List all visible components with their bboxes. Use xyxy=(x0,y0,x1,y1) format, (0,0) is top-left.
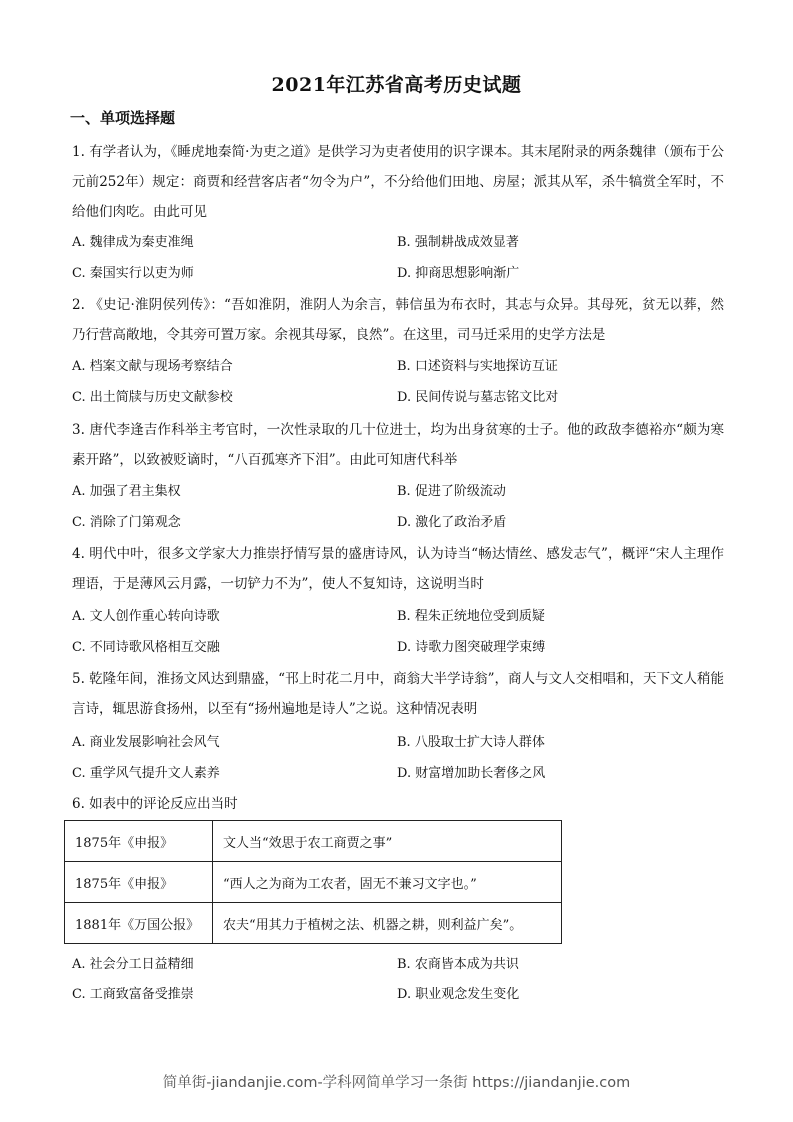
question-6-option-a: A. 社会分工日益精细 xyxy=(72,957,194,972)
question-4-stem: 4. 明代中叶，很多文学家大力推崇抒情写景的盛唐诗风，认为诗当“畅达情丝、感发志气”，概评“宋人主理作理语，于是薄风云月露，一切铲力不为”，使人不复知诗，这说明当时 xyxy=(72,546,724,592)
question-6-stem: 6. 如表中的评论反应出当时 xyxy=(72,796,238,812)
question-1-option-b: B. 强制耕战成效显著 xyxy=(397,235,519,250)
question-2-option-d: D. 民间传说与墓志铭文比对 xyxy=(397,390,559,405)
question-5-option-c: C. 重学风气提升文人素养 xyxy=(72,766,220,781)
question-4-option-a: A. 文人创作重心转向诗歌 xyxy=(72,609,220,624)
question-6-option-d: D. 职业观念发生变化 xyxy=(397,987,520,1002)
table-row xyxy=(65,821,562,862)
question-1-option-c: C. 秦国实行以吏为师 xyxy=(72,266,194,281)
question-5-option-d: D. 财富增加助长奢侈之风 xyxy=(397,766,546,781)
question-2-option-b: B. 口述资料与实地探访互证 xyxy=(397,359,558,374)
question-2-stem: 2. 《史记·淮阴侯列传》：“吾如淮阴，淮阴人为余言，韩信虽为布衣时，其志与众异。其母死，贫无以葬，然乃行营高敞地，令其旁可置万家。余视其母冢，良然”。在这里，司马迁采用的史学方法是 xyxy=(72,297,724,343)
question-2-option-a: A. 档案文献与现场考察结合 xyxy=(72,359,233,374)
question-3-option-b: B. 促进了阶级流动 xyxy=(397,484,506,499)
question-1-option-a: A. 魏律成为秦吏准绳 xyxy=(72,235,194,250)
question-2-option-c: C. 出土简牍与历史文献参校 xyxy=(72,390,233,405)
table-cell-quote: 文人当“效思于农工商贾之事” xyxy=(213,821,562,862)
page-title: 2021年江苏省高考历史试题 xyxy=(271,74,522,96)
table-cell-source: 1875年《申报》 xyxy=(65,821,213,862)
question-1-option-d: D. 抑商思想影响渐广 xyxy=(397,266,520,281)
question-6-option-b: B. 农商皆本成为共识 xyxy=(397,957,519,972)
question-5-option-a: A. 商业发展影响社会风气 xyxy=(72,735,220,750)
question-6-table xyxy=(64,820,562,944)
question-4-option-c: C. 不同诗歌风格相互交融 xyxy=(72,640,220,655)
table-cell-source: 1881年《万国公报》 xyxy=(65,903,213,944)
table-cell-quote: 农夫“用其力于植树之法、机器之耕，则利益广矣”。 xyxy=(213,903,562,944)
question-5-option-b: B. 八股取士扩大诗人群体 xyxy=(397,735,545,750)
question-3-option-c: C. 消除了门第观念 xyxy=(72,515,181,530)
question-3-stem: 3. 唐代李逢吉作科举主考官时，一次性录取的几十位进士，均为出身贫寒的士子。他的政敌李德裕亦“颇为寒素开路”，以致被贬谪时，“八百孤寒齐下泪”。由此可知唐代科举 xyxy=(72,422,724,468)
question-6-option-c: C. 工商致富备受推崇 xyxy=(72,987,194,1002)
question-3-option-d: D. 激化了政治矛盾 xyxy=(397,515,507,530)
footer-watermark: 简单街-jiandanjie.com-学科网简单学习一条街 https://jiandanjie.com xyxy=(162,1075,631,1091)
question-4-option-d: D. 诗歌力图突破理学束缚 xyxy=(397,640,546,655)
question-1-stem: 1. 有学者认为，《睡虎地秦简·为吏之道》是供学习为吏者使用的识字课本。其末尾附录的两条魏律（颁布于公元前252年）规定：商贾和经营客店者“勿令为户”，不分给他们田地、房屋；派其从军，杀牛犒赏全军时，不给他们肉吃。由此可见 xyxy=(72,144,724,220)
table-row xyxy=(65,862,562,903)
table-cell-quote: “西人之为商为工农者，固无不兼习文字也。” xyxy=(213,862,562,903)
question-3-option-a: A. 加强了君主集权 xyxy=(72,484,181,499)
question-4-option-b: B. 程朱正统地位受到质疑 xyxy=(397,609,545,624)
section-heading: 一、单项选择题 xyxy=(70,109,176,127)
question-5-stem: 5. 乾隆年间，淮扬文风达到鼎盛，“邗上时花二月中，商翁大半学诗翁”，商人与文人交相唱和，天下文人稍能言诗，辄思游食扬州，以至有“扬州遍地是诗人”之说。这种情况表明 xyxy=(72,671,724,717)
table-row xyxy=(65,903,562,944)
table-cell-source: 1875年《申报》 xyxy=(65,862,213,903)
